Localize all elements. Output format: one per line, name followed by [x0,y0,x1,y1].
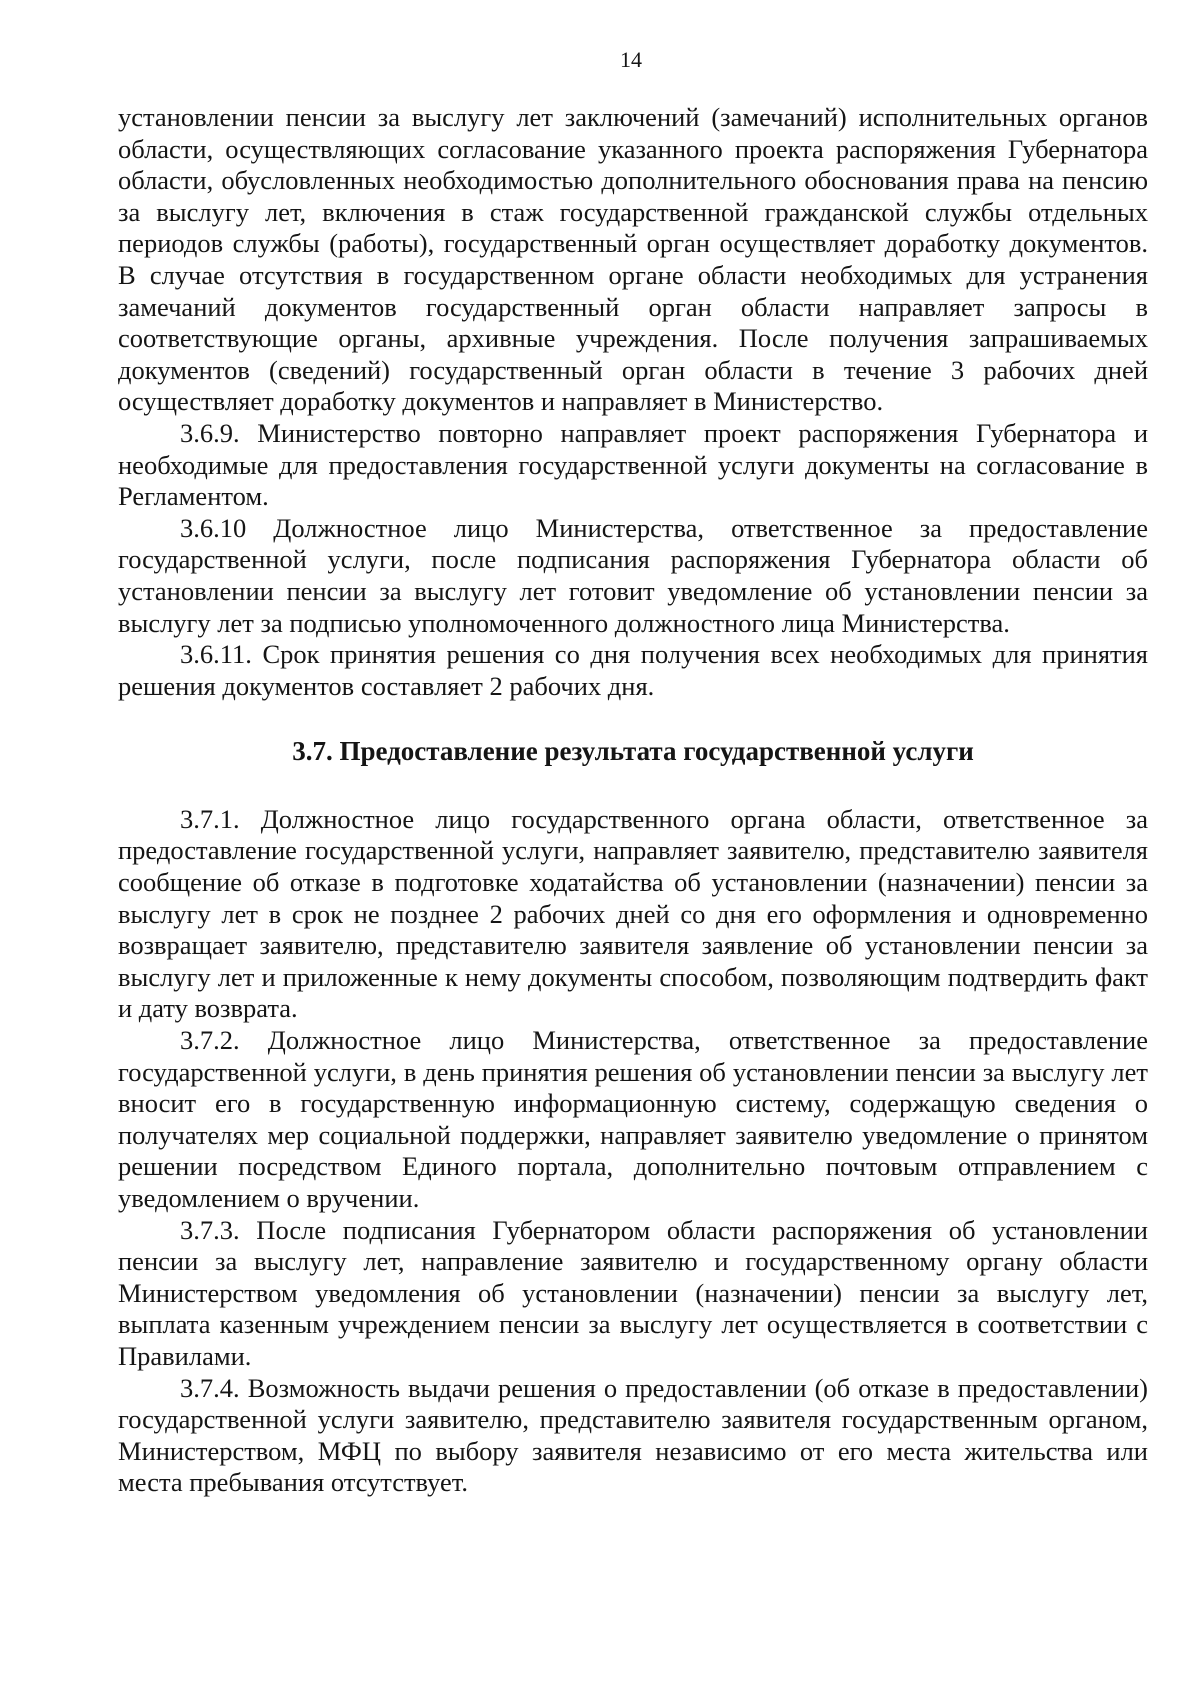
paragraph-3-6-10: 3.6.10 Должностное лицо Министерства, ответственное за предоставление государственной услуги, после подписания распоряжения Губернатора области об установлении пенсии за выслугу лет готовит уведомление об установлении пенсии за выслугу лет за подписью уполномоченного должностного лица Министерства. [118,512,1148,638]
paragraph-continuation: установлении пенсии за выслугу лет заключений (замечаний) исполнительных органов области, осуществляющих согласование указанного проекта распоряжения Губернатора области, обусловленных необходимостью дополнительного обоснования права на пенсию за выслугу лет, включения в стаж государственной гражданской службы отдельных периодов службы (работы), государственный орган осуществляет доработку документов. В случае отсутствия в государственном органе области необходимых для устранения замечаний документов государственный орган области направляет запросы в соответствующие органы, архивные учреждения. После получения запрашиваемых документов (сведений) государственный орган области в течение 3 рабочих дней осуществляет доработку документов и направляет в Министерство. [118,102,1148,417]
paragraph-3-7-3: 3.7.3. После подписания Губернатором области распоряжения об установлении пенсии за выслугу лет, направление заявителю и государственному органу области Министерством уведомления об установлении (назначении) пенсии за выслугу лет, выплата казенным учреждением пенсии за выслугу лет осуществляется в соответствии с Правилами. [118,1214,1148,1371]
paragraph-3-7-4: 3.7.4. Возможность выдачи решения о предоставлении (об отказе в предоставлении) государственной услуги заявителю, представителю заявителя государственным органом, Министерством, МФЦ по выбору заявителя независимо от его места жительства или места пребывания отсутствует. [118,1372,1148,1498]
section-heading: 3.7. Предоставление результата государственной услуги [292,736,974,767]
paragraph-3-6-9: 3.6.9. Министерство повторно направляет проект распоряжения Губернатора и необходимые для предоставления государственной услуги документы на согласование в Регламентом. [118,417,1148,512]
document-body [118,102,1148,1499]
paragraph-3-7-1: 3.7.1. Должностное лицо государственного органа области, ответственное за предоставление государственной услуги, направляет заявителю, представителю заявителя сообщение об отказе в подготовке ходатайства об установлении (назначении) пенсии за выслугу лет в срок не позднее 2 рабочих дней со дня его оформления и одновременно возвращает заявителю, представителю заявителя заявление об установлении пенсии за выслугу лет и приложенные к нему документы способом, позволяющим подтвердить факт и дату возврата. [118,803,1148,1024]
paragraph-3-6-11: 3.6.11. Срок принятия решения со дня получения всех необходимых для принятия решения документов составляет 2 рабочих дня. [118,639,1148,701]
page-number: 14 [620,47,642,72]
paragraph-3-7-2: 3.7.2. Должностное лицо Министерства, ответственное за предоставление государственной услуги, в день принятия решения об установлении пенсии за выслугу лет вносит его в государственную информационную систему, содержащую сведения о получателях мер социальной поддержки, направляет заявителю уведомление о принятом решении посредством Единого портала, дополнительно почтовым отправлением с уведомлением о вручении. [118,1025,1148,1213]
